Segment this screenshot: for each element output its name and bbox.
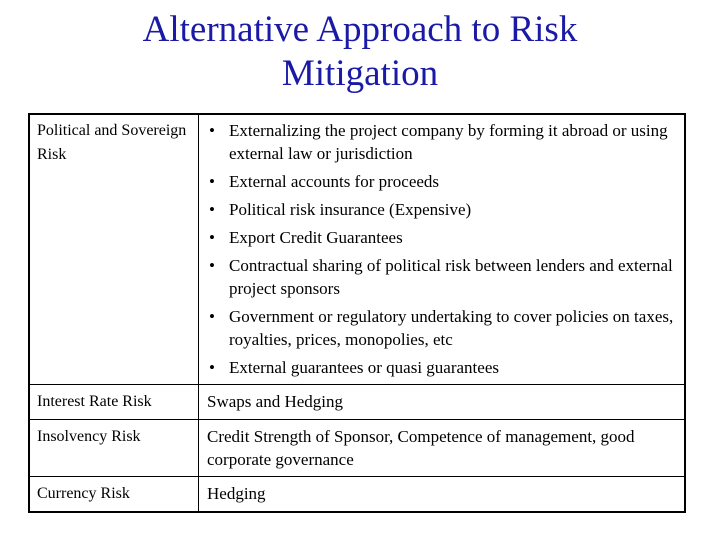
- bullet-item: • External guarantees or quasi guarantees: [229, 356, 678, 379]
- risk-mitigation-table: [28, 113, 686, 513]
- table-row-insolvency-risk: [29, 420, 685, 477]
- risk-category-cell: Currency Risk: [29, 477, 199, 513]
- bullet-item: • Government or regulatory undertaking to cover policies on taxes, royalties, prices, monopolies, etc: [229, 305, 678, 351]
- bullet-item: • Political risk insurance (Expensive): [229, 198, 678, 221]
- table-row-interest-rate-risk: [29, 385, 685, 420]
- mitigation-bullet-list: [207, 119, 678, 379]
- mitigation-cell: Swaps and Hedging: [199, 385, 686, 420]
- risk-category-cell: Political and Sovereign Risk: [29, 114, 199, 385]
- bullet-item: • External accounts for proceeds: [229, 170, 678, 193]
- slide-title-line-1: Alternative Approach to Risk: [142, 9, 578, 50]
- slide-title-line-2: Mitigation: [281, 53, 439, 94]
- risk-category-cell: Interest Rate Risk: [29, 385, 199, 420]
- bullet-item: • Export Credit Guarantees: [229, 226, 678, 249]
- table-row-political-sovereign-risk: [29, 114, 685, 385]
- risk-category-cell: Insolvency Risk: [29, 420, 199, 477]
- mitigation-cell: Hedging: [199, 477, 686, 513]
- mitigation-cell: Credit Strength of Sponsor, Competence of management, good corporate governance: [199, 420, 686, 477]
- bullet-item: • Contractual sharing of political risk between lenders and external project sponsors: [229, 254, 678, 300]
- table-row-currency-risk: [29, 477, 685, 513]
- bullet-item: • Externalizing the project company by forming it abroad or using external law or jurisdiction: [229, 119, 678, 165]
- mitigation-cell: [199, 114, 686, 385]
- slide-title: [0, 8, 720, 96]
